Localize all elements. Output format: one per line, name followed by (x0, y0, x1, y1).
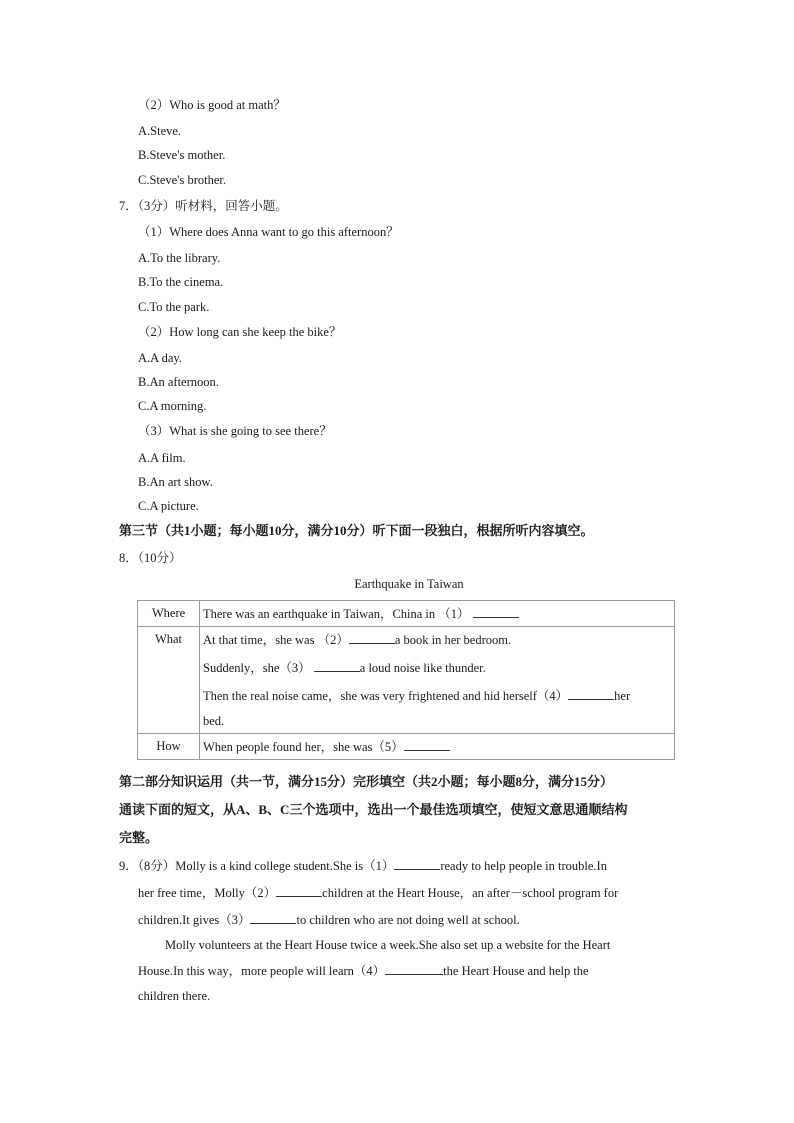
row-content-how (200, 734, 675, 760)
q9-line2 (138, 884, 618, 901)
q9-text-p2a: House.In this way，more people will learn（4） (138, 964, 386, 978)
q7-sub3-option-c: C.A picture. (138, 499, 199, 513)
what-text-1-tail: a book in her bedroom. (394, 633, 512, 647)
blank-3[interactable] (314, 659, 360, 672)
q7-sub3-option-a: A.A film. (138, 451, 186, 465)
q9-text-3b: to children who are not doing well at school. (296, 913, 520, 927)
q9-para2-line2 (138, 962, 589, 979)
table-row-where (138, 601, 675, 627)
how-text: When people found her，she was（5） (203, 740, 404, 754)
table-row-how (138, 734, 675, 760)
what-line-1 (203, 631, 671, 648)
q9-text-1a: 9．（8分）Molly is a kind college student.She is（1） (119, 859, 395, 873)
what-text-2-tail: a loud noise like thunder. (359, 661, 486, 675)
blank-1[interactable] (473, 605, 519, 618)
q9-blank-4[interactable] (385, 962, 443, 975)
q9-line1 (119, 857, 607, 874)
row-key-how: How (138, 734, 200, 760)
table-row-what (138, 627, 675, 734)
row-key-where: Where (138, 601, 200, 627)
q7-heading: 7．（3分）听材料，回答小题。 (119, 199, 288, 213)
table-title: Earthquake in Taiwan (354, 577, 464, 591)
q9-line3 (138, 911, 520, 928)
blank-4[interactable] (568, 687, 614, 700)
q7-sub3-question: （3）What is she going to see there？ (138, 424, 332, 438)
q6-sub2-option-b: B.Steve's mother. (138, 148, 226, 162)
q7-sub1-question: （1）Where does Anna want to go this afternoon？ (138, 225, 399, 239)
q6-sub2-option-a: A.Steve. (138, 124, 182, 138)
blank-5[interactable] (404, 738, 450, 751)
what-line-2 (203, 659, 671, 676)
q7-sub2-option-c: C.A morning. (138, 399, 207, 413)
row-content-what (200, 627, 675, 734)
q7-sub1-option-b: B.To the cinema. (138, 275, 224, 289)
q9-para2-line1: Molly volunteers at the Heart House twice a week.She also set up a website for the Heart (165, 938, 611, 952)
what-text-3: Then the real noise came，she was very frightened and hid herself（4） (203, 689, 569, 703)
q9-para2-line3: children there. (138, 989, 211, 1003)
q7-sub3-option-b: B.An art show. (138, 475, 213, 489)
what-text-1: At that time，she was （2） (203, 633, 349, 647)
section3-heading: 第三节（共1小题；每小题10分，满分10分）听下面一段独白，根据所听内容填空。 (119, 523, 594, 538)
q6-sub2-question: （2）Who is good at math？ (138, 98, 286, 112)
listening-table (137, 600, 675, 760)
blank-2[interactable] (349, 631, 395, 644)
part2-heading-line3: 完整。 (119, 830, 159, 845)
q7-sub2-option-a: A.A day. (138, 351, 182, 365)
q7-sub2-question: （2）How long can she keep the bike？ (138, 325, 342, 339)
q6-sub2-option-c: C.Steve's brother. (138, 173, 227, 187)
q9-text-2a: her free time，Molly（2） (138, 886, 277, 900)
q9-blank-3[interactable] (250, 911, 296, 924)
part2-heading-line1: 第二部分知识运用（共一节，满分15分）完形填空（共2小题；每小题8分，满分15分） (119, 774, 614, 789)
part2-heading-line2: 通读下面的短文，从A、B、C三个选项中，选出一个最佳选项填空，使短文意思通顺结构 (119, 802, 628, 817)
what-line-3-wrap: bed. (203, 714, 225, 728)
q8-heading: 8．（10分） (119, 551, 182, 565)
what-line-3 (203, 687, 671, 704)
q7-sub1-option-c: C.To the park. (138, 300, 210, 314)
q7-sub2-option-b: B.An afternoon. (138, 375, 219, 389)
what-text-2: Suddenly，she（3） (203, 661, 311, 675)
row-content-where (200, 601, 675, 627)
how-line (203, 738, 671, 755)
q9-text-3a: children.It gives（3） (138, 913, 251, 927)
where-line (203, 605, 671, 622)
row-key-what: What (138, 627, 200, 734)
q9-text-2b: children at the Heart House，an after－school program for (322, 886, 619, 900)
q9-text-1b: ready to help people in trouble.In (440, 859, 607, 873)
q9-blank-2[interactable] (276, 884, 322, 897)
where-text: There was an earthquake in Taiwan，China in （1） (203, 607, 470, 621)
what-text-3-tail: her (614, 689, 631, 703)
q7-sub1-option-a: A.To the library. (138, 251, 221, 265)
q9-text-p2b: the Heart House and help the (443, 964, 589, 978)
q9-blank-1[interactable] (394, 857, 440, 870)
